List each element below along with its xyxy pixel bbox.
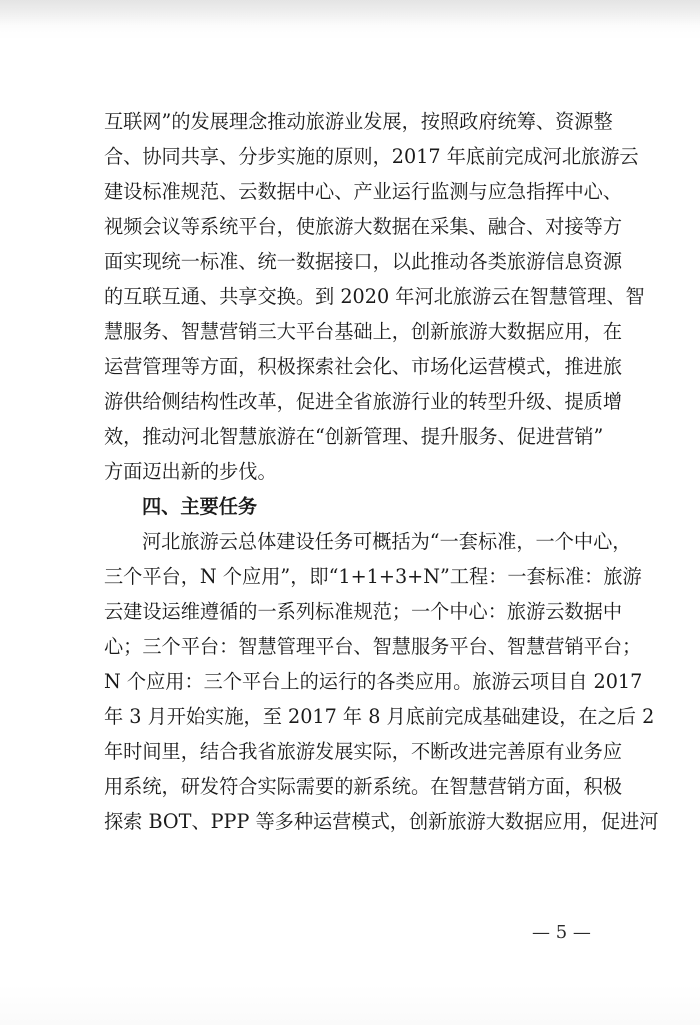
paragraph-2-line-3: 云建设运维遵循的一系列标准规范；一个中心：旅游云数据中 [104,600,623,623]
paragraph-1-line-2: 合、协同共享、分步实施的原则，2017 年底前完成河北旅游云 [104,145,639,168]
document-body [104,104,659,839]
paragraph-1-line-6: 的互联互通、共享交换。到 2020 年河北旅游云在智慧管理、智 [104,285,645,308]
paragraph-2-line-2: 三个平台，N 个应用”，即“1+1+3+N”工程：一套标准：旅游 [104,565,642,588]
paragraph-2-line-6: 年 3 月开始实施，至 2017 年 8 月底前完成基础建设，在之后 2 [104,705,655,728]
paragraph-2-line-9: 探索 BOT、PPP 等多种运营模式，创新旅游大数据应用，促进河 [104,810,659,833]
paragraph-2-line-4: 心；三个平台：智慧管理平台、智慧服务平台、智慧营销平台； [104,635,642,658]
section-heading: 四、主要任务 [142,495,258,518]
paragraph-1-line-9: 游供给侧结构性改革，促进全省旅游行业的转型升级、提质增 [104,390,623,413]
paragraph-1-line-4: 视频会议等系统平台，使旅游大数据在采集、融合、对接等方 [104,215,623,238]
paragraph-1-line-10: 效，推动河北智慧旅游在“创新管理、提升服务、促进营销” [104,425,604,448]
paragraph-1-line-1: 互联网”的发展理念推动旅游业发展，按照政府统筹、资源整 [104,110,613,133]
paragraph-2-line-7: 年时间里，结合我省旅游发展实际，不断改进完善原有业务应 [104,740,623,763]
paragraph-1-line-11: 方面迈出新的步伐。 [104,460,277,483]
paragraph-1-line-7: 慧服务、智慧营销三大平台基础上，创新旅游大数据应用，在 [104,320,623,343]
paragraph-2-line-5: N 个应用：三个平台上的运行的各类应用。旅游云项目自 2017 [104,670,643,693]
paragraph-2-line-8: 用系统，研发符合实际需要的新系统。在智慧营销方面，积极 [104,775,623,798]
paragraph-1-line-5: 面实现统一标准、统一数据接口，以此推动各类旅游信息资源 [104,250,623,273]
paragraph-1-line-3: 建设标准规范、云数据中心、产业运行监测与应急指挥中心、 [104,180,623,203]
paragraph-2-line-1: 河北旅游云总体建设任务可概括为“一套标准，一个中心， [142,530,632,553]
paragraph-1-line-8: 运营管理等方面，积极探索社会化、市场化运营模式，推进旅 [104,355,623,378]
page-number: — 5 — [532,922,591,943]
scan-edge-shadow [0,0,700,26]
